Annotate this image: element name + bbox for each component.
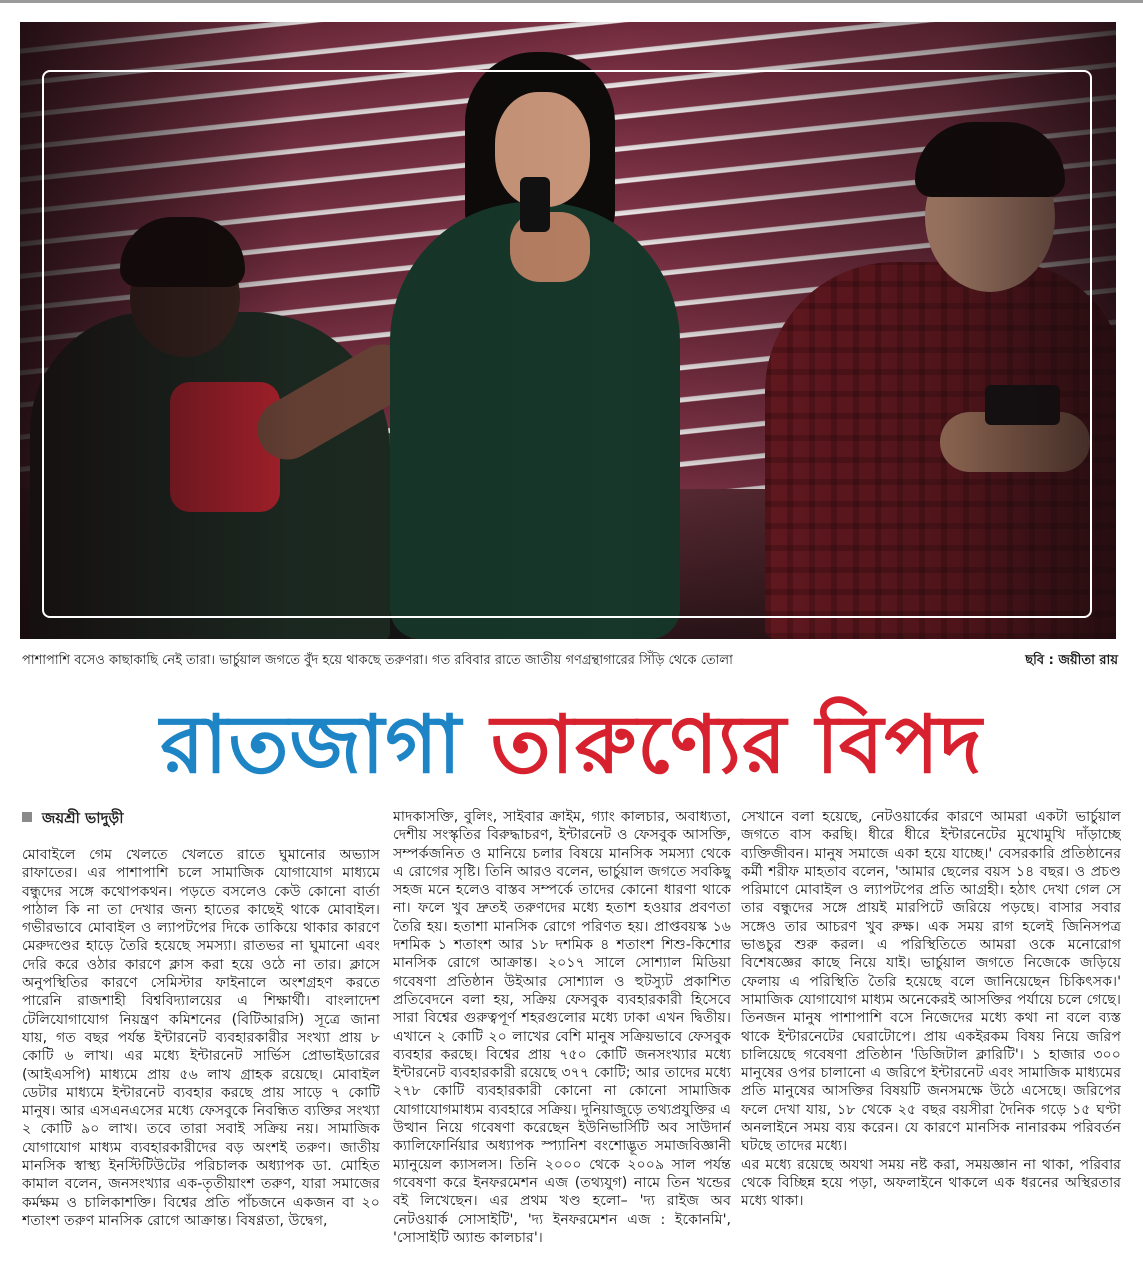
article-text-column-1: মোবাইলে গেম খেলতে খেলতে রাতে ঘুমানোর অভ্যাস রাফাতের। এর পাশাপাশি চলে সামাজিক যোগাযোগ মাধ্যমে বন্ধুদের সঙ্গে কথোপকথন। পড়তে বসলেও কেউ কোনো বার্তা পাঠাল কি না তা দেখার জন্য হাতের কাছেই থাকে মোবাইল। গভীরভাবে মোবাইল ও ল্যাপটপের দিকে তাকিয়ে থাকার কারণে মেরুদণ্ডের হাড়ে তৈরি হয়েছে সমস্যা। রাতভর না ঘুমানো এবং দেরি করে ওঠার কারণে ক্লাস করা হয়ে ওঠে না তার। ক্লাসে অনুপস্থিতির কারণে সেমিস্টার ফাইনালে অংশগ্রহণ করতে পারেনি রাজশাহী বিশ্ববিদ্যালয়ের এ শিক্ষার্থী। বাংলাদেশ টেলিযোগাযোগ নিয়ন্ত্রণ কমিশনের (বিটিআরসি) সূত্রে জানা যায়, গত বছর পর্যন্ত ইন্টারনেট ব্যবহারকারীর সংখ্যা প্রায় ৮ কোটি ৬ লাখ। এর মধ্যে ইন্টারনেট সার্ভিস প্রোভাইডারের (আইএসপি) মাধ্যমে প্রায় ৫৬ লাখ গ্রাহক রয়েছে। মোবাইল ডেটার মাধ্যমে ইন্টারনেট ব্যবহার করছে প্রায় সাড়ে ৭ কোটি মানুষ। আর এসএনএসের মধ্যে ফেসবুকে নিবন্ধিত ব্যক্তির সংখ্যা ২ কোটি ৯০ লাখ। তবে তারা সবাই সক্রিয় নয়। সামাজিক যোগাযোগ মাধ্যম ব্যবহারকারীদের বড় অংশই তরুণ। জাতীয় মানসিক স্বাস্থ্য ইনস্টিটিউটের পরিচালক অধ্যাপক ডা. মোহিত কামাল বলেন, জনসংখ্যার এক-তৃতীয়াংশ তরুণ, যারা সমাজের কর্মক্ষম ও চালিকাশক্তি। বিশ্বের প্রতি পাঁচজনে একজন বা ২০ শতাংশ তরুণ মানসিক রোগে আক্রান্ত। বিষণ্ণতা, উদ্বেগ,: [22, 847, 380, 1229]
article-text-column-3-tail: এর মধ্যে রয়েছে অযথা সময় নষ্ট করা, সময়জ্ঞান না থাকা, পরিবার থেকে বিচ্ছিন্ন হয়ে পড়া, অফলাইনে থাকলে এক ধরনের অস্থিরতার মধ্যে থাকা।: [741, 1156, 1121, 1210]
photo-caption: [22, 651, 1118, 671]
news-photo: [20, 22, 1116, 639]
top-rule: [0, 0, 1143, 3]
byline-author: জয়শ্রী ভাদুড়ী: [42, 809, 124, 827]
photo-credit: ছবি : জয়ীতা রায়: [1025, 653, 1118, 668]
byline-square-icon: [22, 812, 32, 822]
caption-text: পাশাপাশি বসেও কাছাকাছি নেই তারা। ভার্চুয়াল জগতে বুঁদ হয়ে থাকছে তরুণরা। গত রবিবার রাতে জাতীয় গণগ্রন্থাগারের সিঁড়ি থেকে তোলা: [22, 653, 733, 668]
byline: [22, 808, 380, 828]
headline-part-red: তারুণ্যের বিপদ: [490, 698, 983, 791]
photo-inner-frame: [42, 70, 1092, 618]
headline-part-blue: রাতজাগা: [160, 698, 462, 791]
article-column-3: [741, 808, 1121, 1278]
headline: [0, 695, 1143, 795]
article-text-column-2: মাদকাসক্তি, বুলিং, সাইবার ক্রাইম, গ্যাং কালচার, অবাধ্যতা, দেশীয় সংস্কৃতির বিরুদ্ধাচরণ, ইন্টারনেট ও ফেসবুক আসক্তি, সম্পর্কজনিত ও মানিয়ে চলার বিষয়ে মানসিক সমস্যা থেকে এ রোগের সৃষ্টি। তিনি আরও বলেন, ভার্চুয়াল জগতে সবকিছু সহজ মনে হলেও বাস্তব সম্পর্কে তাদের কোনো ধারণা থাকে না। ফলে খুব দ্রুতই তরুণদের মধ্যে হতাশ হওয়ার প্রবণতা তৈরি হয়। হতাশা মানসিক রোগে পরিণত হয়। প্রাপ্তবয়স্ক ১৬ দশমিক ১ শতাংশ আর ১৮ দশমিক ৪ শতাংশ শিশু-কিশোর মানসিক রোগে আক্রান্ত। ২০১৭ সালে সোশ্যাল মিডিয়া গবেষণা প্রতিষ্ঠান উইআর সোশ্যাল ও হুটস্যুট প্রকাশিত প্রতিবেদনে বলা হয়, সক্রিয় ফেসবুক ব্যবহারকারী হিসেবে সারা বিশ্বের গুরুত্বপূর্ণ শহরগুলোর মধ্যে ঢাকা এখন দ্বিতীয়। এখানে ২ কোটি ২০ লাখের বেশি মানুষ সক্রিয়ভাবে ফেসবুক ব্যবহার করছে। বিশ্বের প্রায় ৭৫০ কোটি জনসংখ্যার মধ্যে ইন্টারনেট ব্যবহারকারী রয়েছে ৩৭৭ কোটি; আর তাদের মধ্যে ২৭৮ কোটি ব্যবহারকারী কোনো না কোনো সামাজিক যোগাযোগমাধ্যম ব্যবহারে সক্রিয়। দুনিয়াজুড়ে তথ্যপ্রযুক্তির এ উত্থান নিয়ে গবেষণা করেছেন ইউনিভার্সিটি অব সাউদার্ন ক্যালিফোর্নিয়ার অধ্যাপক স্প্যানিশ বংশোদ্ভূত সমাজবিজ্ঞানী ম্যানুয়েল ক্যাসলস। তিনি ২০০০ থেকে ২০০৯ সাল পর্যন্ত গবেষণা করে ইনফরমেশন এজ (তথ্যযুগ) নামে তিন খন্ডের বই লিখেছেন। এর প্রথম খণ্ড হলো– 'দ্য রাইজ অব নেটওয়ার্ক সোসাইটি', 'দ্য ইনফরমেশন এজ : ইকোনমি', 'সোসাইটি অ্যান্ড কালচার'।: [393, 809, 731, 1246]
article-column-2: [393, 808, 731, 1278]
article-column-1: [22, 808, 380, 1278]
article-text-column-3: সেখানে বলা হয়েছে, নেটওয়ার্কের কারণে আমরা একটা ভার্চুয়াল জগতে বাস করছি। ধীরে ধীরে ইন্টারনেটের মুখোমুখি দাঁড়াচ্ছে ব্যক্তিজীবন। মানুষ সমাজে একা হয়ে যাচ্ছে।' বেসরকারি প্রতিষ্ঠানের কর্মী শরীফ মাহতাব বলেন, 'আমার ছেলের বয়স ১৪ বছর। ও প্রচণ্ড পরিমাণে মোবাইল ও ল্যাপটপের প্রতি আগ্রহী। হঠাৎ দেখা গেল সে তার বন্ধুদের সঙ্গে প্রায়ই মারপিটে জরিয়ে পড়ছে। বাসার সবার সঙ্গেও তার আচরণ খুব রুক্ষ। এক সময় রাগ হলেই জিনিসপত্র ভাঙচুর শুরু করল। এ পরিস্থিতিতে আমরা ওকে মনোরোগ বিশেষজ্ঞের কাছে নিয়ে যাই। ভার্চুয়াল জগতে নিজেকে জড়িয়ে ফেলায় এ পরিস্থিতি তৈরি হয়েছে বলে জানিয়েছেন চিকিৎসক।' সামাজিক যোগাযোগ মাধ্যম অনেকেরই আসক্তির পর্যায়ে চলে গেছে। তিনজন মানুষ পাশাপাশি বসে নিজেদের মধ্যে কথা না বলে ব্যস্ত থাকে ইন্টারনেটের ঘেরাটোপে। প্রায় একইরকম বিষয় নিয়ে জরিপ চালিয়েছে গবেষণা প্রতিষ্ঠান 'ডিজিটাল ক্লারিটি'। ১ হাজার ৩০০ মানুষের ওপর চালানো এ জরিপে ইন্টারনেট এবং সামাজিক মাধ্যমের প্রতি মানুষের আসক্তির বিষয়টি জনসমক্ষে উঠে এসেছে। জরিপের ফলে দেখা যায়, ১৮ থেকে ২৫ বছর বয়সীরা দৈনিক গড়ে ১৫ ঘণ্টা অনলাইনে সময় ব্যয় করেন। যে কারণে মানসিক নানারকম পরিবর্তন ঘটছে তাদের মধ্যে।: [741, 809, 1121, 1155]
